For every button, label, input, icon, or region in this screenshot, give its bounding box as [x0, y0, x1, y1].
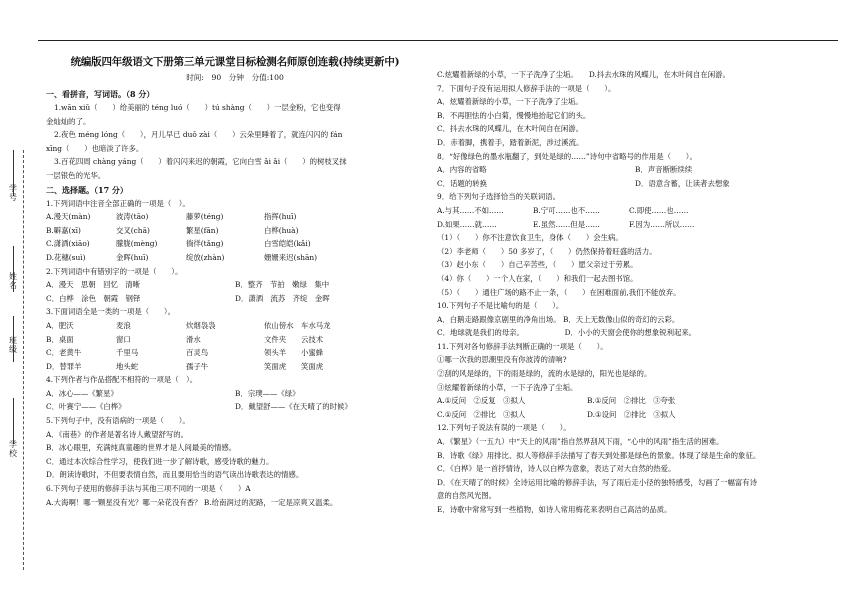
text-line: 金灿灿的了。	[46, 116, 91, 126]
option-cell: 麦浪	[116, 320, 131, 330]
text-line: B．诗歌《绿》用排比、拟人等修辞手法描写了春天到处都是绿色的景象。体现了绿是生命的象征。	[437, 450, 761, 460]
option-cell: 窗口	[116, 334, 131, 344]
text-line	[437, 163, 833, 177]
option-cell: B．桌面	[46, 334, 74, 344]
option-cell: B.噼嘉(xī)	[46, 225, 81, 235]
option-cell: C.潇洒(xiāo)	[46, 239, 90, 249]
text-line: （3）赵小东（ ）自己辛苦些，（ ）愿父亲过于劳累。	[437, 260, 638, 270]
option-cell: 姗姗来迟(shān)	[264, 252, 318, 262]
text-line: 5.下列句子中，没有语病的一项是（ ）。	[46, 416, 190, 426]
text-line: 12.下列句子说法有误的一项是（ ）。	[437, 423, 571, 433]
text-line	[46, 210, 424, 224]
text-line	[437, 408, 833, 422]
text-line: A．《南巷》的作者是著名诗人戴望舒写的。	[46, 429, 189, 439]
text-line: D．朗读诗歌时，不但要表情自然，而且要用恰当的语气读出诗歌表达的情感。	[46, 470, 304, 480]
option-cell: D．潇洒 流苏 齐绽 金晖	[235, 293, 330, 303]
left-lines	[46, 87, 424, 509]
text-line: 1.wān xiǔ（ ）给美丽的 téng luó（ ）tú shàng（ ）一层金粉，它也变得	[54, 103, 341, 112]
text-line: ①哪一次我的思潮里没有你波涛的清响?	[437, 355, 567, 365]
text-line: 意的自然风光图。	[437, 491, 497, 501]
option-cell: A.与其……不如……	[437, 205, 504, 215]
option-cell: B．宗璞——《绿》	[235, 388, 300, 398]
option-cell: C．叶赛宁——《白桦》	[46, 402, 126, 412]
option-cell: 依山傍水 车水马龙	[264, 320, 331, 330]
option-cell: D.花穗(suì)	[46, 252, 86, 262]
option-cell: D.①设问 ②排比 ③拟人	[587, 409, 676, 419]
right-column	[437, 68, 833, 517]
text-line: （2）李老师（ ）50 多岁了，（ ）仍然保持着旺盛的活力。	[437, 246, 657, 256]
option-cell: 绽放(zhàn)	[186, 252, 225, 262]
text-line: 11.下列对各句修辞手法判断正确的一项是（ ）。	[437, 341, 608, 351]
option-cell: B．声音断断续续	[635, 165, 693, 175]
text-line: 4.下列作者与作品搭配不相符的一项是（ ）。	[46, 375, 198, 385]
text-line	[46, 387, 424, 401]
margin-label-student-id: 学号	[9, 184, 17, 202]
text-line: A．炫耀着新绿的小草，一下子洗净了尘垢。	[437, 97, 583, 107]
text-line: A.大海啊！哪一颗星没有光？哪一朵花没有香？ B.给南润过的泥路，一定是凉爽又温柔。	[46, 497, 338, 507]
option-cell: 炊烟袅袅	[186, 320, 216, 330]
text-line	[46, 292, 424, 306]
text-line	[437, 177, 833, 191]
option-cell: B.宁可……也不……	[533, 205, 600, 215]
option-cell: A．漫天 思朝 回忆 清晰	[46, 280, 141, 290]
text-line: C．抖去水珠的风蝶儿，在木叶间自在闲游。	[437, 124, 584, 134]
text-line	[437, 218, 833, 232]
binding-dashed-line	[23, 150, 24, 570]
text-line: 2.下列词语中有错别字的一项是（ ）。	[46, 266, 183, 276]
option-cell: A．冰心——《繁星》	[46, 388, 118, 398]
text-line	[46, 224, 424, 238]
option-cell: B.①反问 ②排比 ③夸张	[587, 396, 676, 406]
option-cell: 领头羊 小蜜蜂	[264, 348, 324, 358]
text-line: C．通过本次综合性学习，使我们进一步了解诗歌，感受诗歌的魅力。	[46, 456, 274, 466]
text-line	[46, 360, 424, 374]
option-cell: C．白桦 涂色 朝霞 钢铎	[46, 293, 141, 303]
option-cell: C．老黄牛	[46, 348, 82, 358]
option-cell: F.因为……所以……	[629, 219, 695, 229]
text-line: ②刮的风是绿的，下的雨是绿的，流的水是绿的，阳光也是绿的。	[437, 369, 652, 379]
text-line: 1.下列词语中注音全部正确的一项是（ ）。	[46, 198, 190, 208]
text-line	[46, 278, 424, 292]
option-cell: 白雪皑皑(kǎi)	[264, 239, 311, 249]
margin-label-school: 学校	[9, 440, 17, 458]
option-cell: 朦胧(mèng)	[116, 239, 158, 249]
text-line: （1）（ ）你不注意饮食卫生，身体（ ）会生病。	[437, 233, 623, 243]
option-cell: 地头蛇	[116, 361, 139, 371]
text-line	[437, 204, 833, 218]
text-line: C．《白桦》是一首抒情诗，诗人以白桦为意象，表达了对大自然的热爱。	[437, 464, 676, 474]
option-cell: A．内容的省略	[437, 165, 487, 175]
option-cell: 白桦(huà)	[264, 225, 299, 235]
text-line: 7．下面句子没有运用拟人修辞手法的一项是（ ）。	[437, 83, 616, 93]
text-line: A．《繁星》（一五九）中“天上的风雨”指自然界刮风下雨，“心中的风雨”指生活的困难。	[437, 437, 724, 447]
option-cell: C.①反问 ②排比 ③拟人	[437, 409, 526, 419]
exam-meta: 时间: 90 分钟 分值:100	[186, 73, 284, 82]
text-line: C.炫耀着新绿的小草，一下子洗净了尘垢。 D.抖去水珠的风蝶儿，在木叶间自在闲游。	[437, 70, 730, 79]
text-line: A．白鹅走路跟像京剧里的净角出场。 B．天上无数像山似的奇幻的云彩。	[437, 314, 680, 324]
text-line	[46, 333, 424, 347]
text-line	[46, 237, 424, 251]
text-line: 6.下列句子使用的修辞手法与其他三项不同的一项是（ ）A	[46, 484, 251, 494]
option-cell: 金晖(huī)	[116, 252, 149, 262]
text-line: 9．给下列句子选择恰当的关联词语。	[437, 192, 560, 202]
option-cell: 孺子牛	[186, 361, 209, 371]
text-line	[46, 346, 424, 360]
text-line: （5）（ ）通往广场的路不止一条，（ ）在困难面前,我们不能放弃。	[437, 287, 681, 297]
option-cell: A.漫天(màn)	[46, 212, 91, 222]
text-line	[46, 319, 424, 333]
text-line: D．《在天晴了的时候》全诗运用比喻的修辞手法，写了雨后走小径的独特感受，勾画了一幅富有诗	[437, 477, 758, 487]
text-line: D．赤着脚，携着手，踏着新泥，涉过溪流。	[437, 137, 584, 147]
margin-label-name: 姓名	[9, 272, 17, 290]
text-line: 3.下面词语全是一类的一项是（ ）。	[46, 307, 175, 317]
option-cell: 滑水	[186, 334, 201, 344]
text-line: xīng（ ）也暗淡了许多。	[46, 143, 144, 153]
text-line: 10.下列句子不是比喻句的是（ ）。	[437, 301, 564, 311]
margin-label-class: 班级	[9, 336, 17, 354]
page-title: 统编版四年级语文下册第三单元课堂目标检测名师原创连载(持续更新中)	[70, 56, 400, 68]
option-cell: 笑面虎 笑面虎	[264, 361, 324, 371]
text-line: ③炫耀着新绿的小草，一下子洗净了尘垢。	[437, 382, 578, 392]
option-cell: 交叉(chā)	[116, 225, 150, 235]
text-line: B．冰心眼里，充满纯真童趣的世界才是人间最美的情感。	[46, 443, 237, 453]
option-cell: 徜徉(tǎng)	[186, 239, 224, 249]
margin-blank-line	[13, 398, 14, 444]
option-cell: E.虽然……但是……	[533, 219, 600, 229]
text-line: C．地球就是我们的母亲。 D．小小的天窗会使你的想象锐利起来。	[437, 328, 697, 338]
option-cell: 百灵鸟	[186, 348, 209, 358]
text-line: B．不再胆怯的小白菊，慢慢地抬起它们的头。	[437, 110, 591, 120]
text-line: （4）你（ ）一个人在家，（ ）和我们一起去图书馆。	[437, 273, 638, 283]
option-cell: D．戴望舒——《在天晴了的时候》	[235, 402, 352, 412]
section-heading: 二、选择题。（17 分）	[46, 184, 128, 195]
left-column	[46, 55, 424, 509]
text-line	[437, 394, 833, 408]
option-cell: 文件夹 云技术	[264, 334, 324, 344]
section-heading: 一、看拼音，写词语。（8 分）	[46, 89, 155, 99]
text-line: E．诗歌中常常写到一些植物，如诗人常用梅花来表明自己高洁的品质。	[437, 505, 672, 514]
text-line	[46, 400, 424, 414]
text-line: 一层银色的光华。	[46, 170, 106, 180]
top-rule	[38, 40, 838, 41]
option-cell: 繁星(fān)	[186, 225, 219, 235]
option-cell: 指挥(huī)	[264, 212, 297, 222]
option-cell: B．整齐 节拍 嫩绿 集中	[235, 280, 330, 290]
text-line: 3.百花四周 chàng yáng（ ）着闪闪来迟的朝霞，它向白雪 ǎi ǎi（ ）的树枝叉抹	[54, 157, 347, 167]
text-line	[46, 251, 424, 265]
text-line: 2.夜色 méng lóng（ ），月儿早已 duǒ zài（ ）云朵里睡着了，就连闪闪的 fán	[54, 130, 343, 140]
right-lines	[437, 68, 833, 517]
option-cell: D.如果……就……	[437, 219, 497, 229]
option-cell: 藤萝(téng)	[186, 212, 224, 222]
option-cell: A.①反问 ②反复 ③拟人	[437, 396, 526, 406]
option-cell: C．话题的转换	[437, 178, 487, 188]
option-cell: 波涛(tāo)	[116, 212, 149, 222]
option-cell: 千里马	[116, 348, 139, 358]
text-line: 8．“好像绿色的墨水瓶翻了，到处是绿的……”诗句中省略号的作用是（ ）。	[437, 151, 697, 161]
option-cell: C.即使……也……	[629, 205, 689, 215]
option-cell: A．肥沃	[46, 320, 74, 330]
option-cell: D．替罪羊	[46, 361, 82, 371]
option-cell: D．语意含蓄，让读者去想象	[635, 178, 730, 188]
